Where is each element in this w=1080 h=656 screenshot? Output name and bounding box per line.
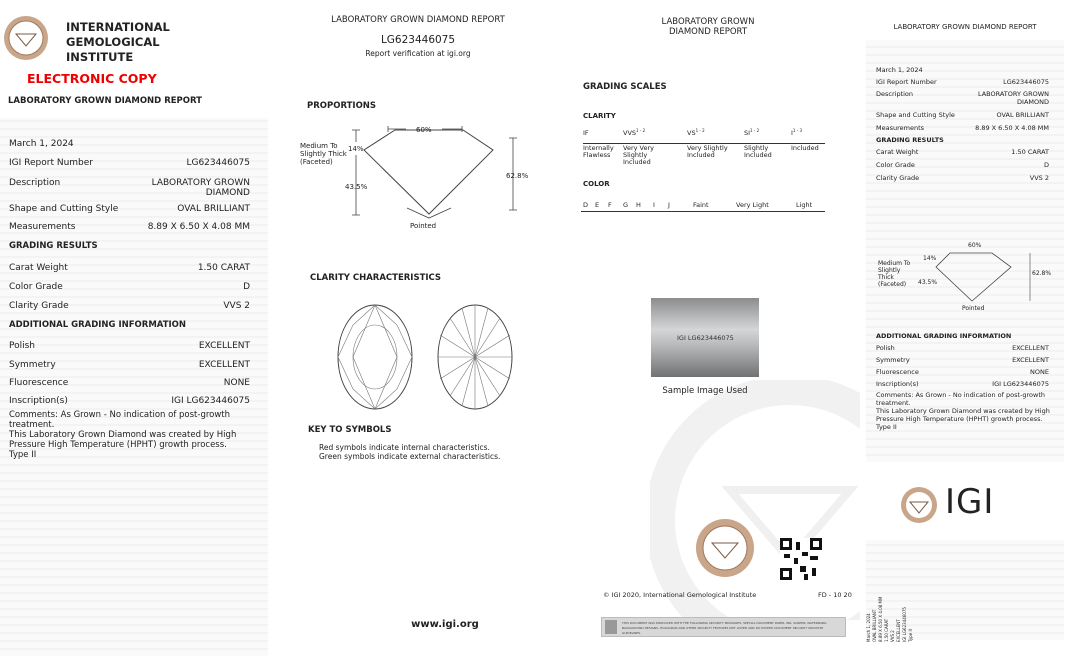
color-grade: Faint bbox=[693, 201, 709, 209]
clarity-plot-diagram bbox=[330, 300, 520, 415]
field-fluorescence: Fluorescence NONE bbox=[9, 378, 250, 388]
sample-image: IGI LG623446075 bbox=[651, 298, 759, 377]
comments: Comments: As Grown - No indication of post-growth treatment. This Laboratory Grown Diamond was created by High Pressure High Temperature (HPHT) growth process. Type II bbox=[9, 410, 237, 460]
igi-brand-seal bbox=[900, 486, 938, 524]
color-grade: J bbox=[668, 201, 670, 209]
grading-results-heading: GRADING RESULTS bbox=[9, 241, 98, 251]
right-comments: Comments: As Grown - No indication of post-growth treatment. This Laboratory Grown Diamond was created by High Pressure High Temperature (HPHT) growth process. Type II bbox=[876, 391, 1050, 431]
field-symmetry: Symmetry EXCELLENT bbox=[9, 360, 250, 370]
color-grade: E bbox=[595, 201, 600, 209]
brand-name: INTERNATIONAL GEMOLOGICAL INSTITUTE bbox=[66, 20, 170, 64]
document-icon bbox=[605, 620, 617, 634]
security-banner: THIS DOCUMENT WAS PRODUCED WITH THE FOLLOWING SECURITY MEASURES: SPECIAL DOCUMENT PAPER, INK, SCREEN, WATERMARK, BACKGROUND DESIGNS, HOLOGRAM AND OTHER SECURITY FEATURES NOT LISTED AND DO EXCEED DOCUMENT SECURITY INDUSTRY GUIDELINES. bbox=[601, 617, 846, 637]
proportions-heading: PROPORTIONS bbox=[307, 101, 377, 111]
right-title: LABORATORY GROWN DIAMOND REPORT bbox=[893, 23, 1037, 31]
right-proportions-diagram bbox=[920, 245, 1060, 310]
website-link[interactable]: www.igi.org bbox=[411, 619, 479, 630]
clarity-divider bbox=[583, 143, 825, 144]
igi-watermark bbox=[650, 380, 860, 620]
igi-seal-logo bbox=[3, 15, 49, 61]
rotated-summary: March 1, 2024 OVAL BRILLIANT 8.89 X 6.50 X 4.08 MM 1.50 CARAT VVS 2 EXCELLENT IGI LG623446075 Type II bbox=[866, 596, 913, 642]
igi-wordmark: IGI bbox=[945, 482, 995, 522]
clarity-characteristics-heading: CLARITY CHARACTERISTICS bbox=[310, 273, 442, 283]
clarity-grade: VS$^{1 - 2}$ Very Slightly Included bbox=[687, 128, 728, 160]
field-carat: Carat Weight 1.50 CARAT bbox=[9, 263, 250, 273]
scales-title: LABORATORY GROWN DIAMOND REPORT bbox=[661, 17, 755, 37]
color-grade: D bbox=[583, 201, 589, 209]
field-polish: Polish EXCELLENT bbox=[9, 341, 250, 351]
key-heading: KEY TO SYMBOLS bbox=[308, 425, 392, 435]
sample-caption: Sample Image Used bbox=[662, 386, 748, 396]
copyright: © IGI 2020, International Gemological Institute bbox=[603, 591, 757, 599]
color-grade: G bbox=[623, 201, 629, 209]
clarity-grade: $I^{1 - 3}$ Included bbox=[791, 128, 819, 153]
electronic-copy: ELECTRONIC COPY bbox=[27, 71, 157, 86]
clarity-scale bbox=[583, 128, 825, 168]
qr-code[interactable] bbox=[780, 538, 822, 580]
field-shape: Shape and Cutting Style OVAL BRILLIANT bbox=[9, 204, 250, 214]
depth-pct: 62.8% bbox=[506, 172, 529, 180]
field-description: Description LABORATORY GROWN DIAMOND bbox=[9, 178, 250, 198]
color-grade: I bbox=[653, 201, 655, 209]
key-text: Red symbols indicate internal characteristics. Green symbols indicate external characteristics. bbox=[319, 443, 501, 461]
grading-scales-heading: GRADING SCALES bbox=[583, 82, 667, 92]
field-report-number: IGI Report Number LG623446075 bbox=[9, 158, 250, 168]
additional-heading: ADDITIONAL GRADING INFORMATION bbox=[9, 320, 187, 330]
center-report-number: LG623446075 bbox=[380, 34, 456, 46]
field-measurements: Measurements 8.89 X 6.50 X 4.08 MM bbox=[9, 222, 250, 232]
clarity-scale-heading: CLARITY bbox=[583, 112, 616, 120]
report-title: LABORATORY GROWN DIAMOND REPORT bbox=[8, 96, 202, 106]
clarity-grade: VVS$^{1 - 2}$ Very Very Slightly Included bbox=[623, 128, 654, 167]
center-title: LABORATORY GROWN DIAMOND REPORT bbox=[331, 15, 505, 25]
clarity-grade: SI$^{1 - 2}$ Slightly Included bbox=[744, 128, 772, 160]
field-clarity: Clarity Grade VVS 2 bbox=[9, 301, 250, 311]
pavilion-pct: 43.5% bbox=[345, 183, 368, 191]
girdle-label: Medium To Slightly Thick (Faceted) bbox=[300, 142, 347, 166]
igi-seal bbox=[695, 518, 755, 578]
culet-label: Pointed bbox=[410, 222, 437, 230]
field-color: Color Grade D bbox=[9, 282, 250, 292]
color-grade: F bbox=[608, 201, 612, 209]
clarity-grade: IF Internally Flawless bbox=[583, 129, 614, 160]
verification-text: Report verification at igi.org bbox=[365, 49, 471, 58]
form-number: FD - 10 20 bbox=[818, 591, 852, 599]
report-date: March 1, 2024 bbox=[9, 139, 74, 149]
field-inscription: Inscription(s) IGI LG623446075 bbox=[9, 396, 250, 406]
color-divider bbox=[581, 211, 825, 212]
color-grade: Very Light bbox=[736, 201, 769, 209]
crown-pct: 14% bbox=[348, 145, 364, 153]
color-scale-heading: COLOR bbox=[583, 180, 610, 188]
color-grade: Light bbox=[796, 201, 813, 209]
table-pct: 60% bbox=[416, 126, 432, 134]
color-grade: H bbox=[636, 201, 641, 209]
